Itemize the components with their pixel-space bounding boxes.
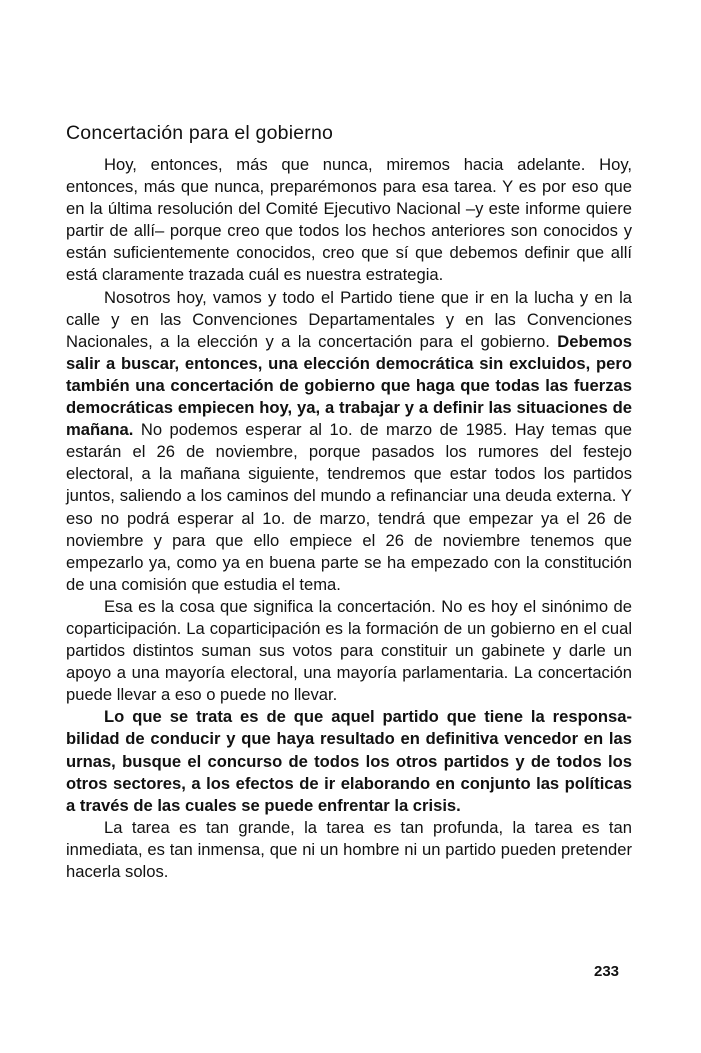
page-number: 233 <box>594 963 620 980</box>
page-body <box>66 118 632 883</box>
text-run: La tarea es tan grande, la tarea es tan profunda, la tarea es tan inmediata, es tan inmensa, que ni un hombre ni un partido pueden pretender hacerla solos. <box>66 817 632 881</box>
paragraphs <box>66 154 632 883</box>
paragraph <box>66 287 632 596</box>
text-run: Esa es la cosa que significa la concertación. No es hoy el sinónimo de coparticipación. La coparticipación es la formación de un gobierno en el cual partidos distintos suman sus votos para constituir un gabinete y darle un apoyo a una mayoría electoral, una mayoría parlamentaria. La concertación puede llevar a eso o puede no llevar. <box>66 596 632 705</box>
paragraph <box>66 596 632 706</box>
section-heading: Concertación para el gobierno <box>66 122 334 144</box>
bold-text: Debemos salir a buscar, entonces, una elección democrática sin excluidos, pero también una concertación de gobierno que haga que todas las fuerzas democráticas empiecen hoy, ya, a trabajar y a definir las situaciones de mañana. <box>66 331 632 440</box>
bold-text: Lo que se trata es de que aquel partido que tiene la responsabilidad de conducir y que haya resultado en definitiva vencedor en las urnas, busque el concurso de todos los otros partidos y de todos los otros sectores, a los efectos de ir elaborando en conjunto las políticas a través de las cuales se puede enfrentar la crisis. <box>66 707 632 815</box>
paragraph <box>66 154 632 287</box>
text-run: Hoy, entonces, más que nunca, miremos hacia adelante. Hoy, entonces, más que nunca, preparémonos para esa tarea. Y es por eso que en la última resolución del Comité Ejecutivo Nacional –y este informe quiere partir de allí– porque creo que todos los hechos anteriores son conocidos y están suficientemente conocidos, creo que sí que debemos definir que allí está claramente trazada cuál es nuestra estrategia. <box>66 155 632 285</box>
paragraph <box>66 817 632 883</box>
paragraph <box>66 706 632 816</box>
text-run: Nosotros hoy, vamos y todo el Partido tiene que ir en la lucha y en la calle y en las Convenciones Departamentales y en las Convenciones Nacionales, a la elección y a la concertación para el gobierno. <box>66 287 632 351</box>
text-run: No podemos esperar al 1o. de marzo de 1985. Hay temas que estarán el 26 de noviembre, porque pasados los rumores del festejo electoral, a la mañana siguiente, tendremos que estar todos los partidos juntos, saliendo a los caminos del mundo a refinanciar una deuda externa. Y eso no podrá esperar al 1o. de marzo, tendrá que empezar ya el 26 de noviembre y para que ello empiece el 26 de noviembre tenemos que empezarlo ya, como ya en buena parte se ha empezado con la constitución de una comisión que estudia el tema. <box>66 420 632 594</box>
